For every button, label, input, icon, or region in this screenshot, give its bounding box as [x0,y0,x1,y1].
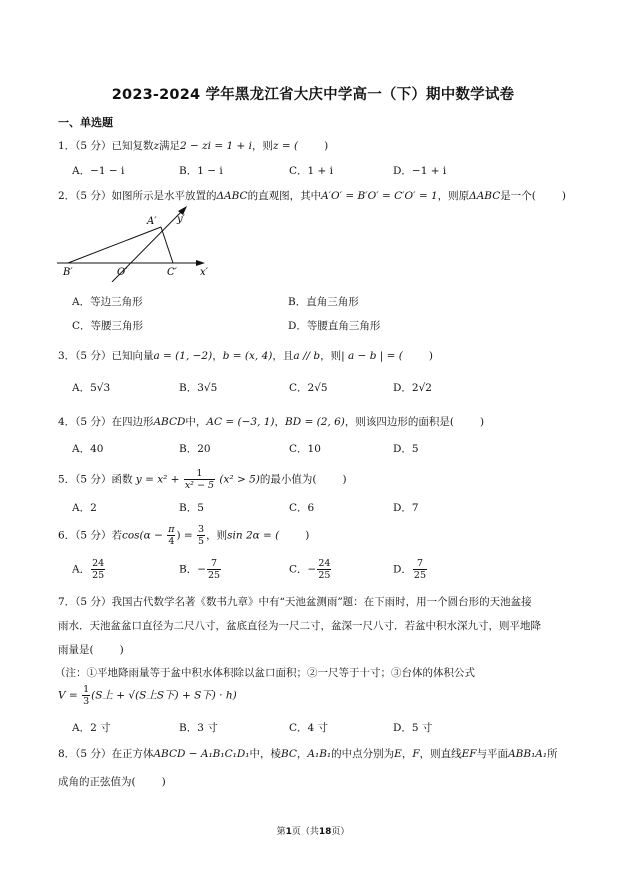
option-d[interactable]: D．2√2 [393,382,432,394]
option-c[interactable]: C．4 寸 [289,722,329,734]
option-d[interactable]: D．−1 + i [393,165,447,177]
question-7-formula: V = $\frac{1}{3}$ (S上 + √(S上S下) + S下) · h) [58,684,237,707]
question-1: 1．（5 分）已知复数z满足2 − zi = 1 + i，则z = ( ) [58,140,329,152]
question-7-options [72,720,592,736]
question-3: 3．（5 分）已知向量a = (1, −2)，b = (x, 4)，且a // b，则| a − b | = ( ) [58,350,434,362]
page-title: 2023-2024 学年黑龙江省大庆中学高一（下）期中数学试卷 [111,87,515,103]
option-a[interactable]: A．−1 − i [72,165,125,177]
option-a[interactable]: A．40 [72,443,104,455]
option-c[interactable]: C．10 [289,443,321,455]
option-b[interactable]: B．直角三角形 [288,296,359,308]
option-b[interactable]: B．20 [179,443,211,455]
option-b[interactable]: B．3 寸 [179,722,218,734]
question-3-options [72,380,592,396]
question-8-line-2: 成角的正弦值为( ) [58,776,166,788]
option-c[interactable]: C．等腰三角形 [72,320,144,332]
question-7-note: （注：①平地降雨量等于盆中积水体积除以盆口面积；②一尺等于十寸；③台体的体积公式 [55,667,475,679]
section-heading: 一、单选题 [58,116,113,129]
option-a[interactable]: A．等边三角形 [72,296,143,308]
label-y: y′ [177,214,185,225]
side-ba [68,227,161,263]
question-1-options [72,163,592,179]
question-8: 8．（5 分）在正方体ABCD − A₁B₁C₁D₁中，棱BC，A₁B₁的中点分别为E，F，则直线EF与平面ABB₁A₁所 [58,748,558,760]
oblique-triangle-figure [55,200,215,282]
question-7-line-1: 7．（5 分）我国古代数学名著《数书九章》中有“天池盆测雨”题：在下雨时，用一个圆台形的天池盆接 [58,596,532,608]
option-c[interactable]: C．6 [289,502,315,514]
option-b[interactable]: B．5 [179,502,204,514]
question-5-options [72,500,592,516]
option-d[interactable]: D．5 寸 [393,722,433,734]
option-d[interactable]: D．5 [393,443,419,455]
side-ac [161,227,173,263]
label-c: C′ [167,267,177,278]
question-7-line-2: 雨水．天池盆盆口直径为二尺八寸，盆底直径为一尺二寸，盆深一尺八寸．若盆中积水深九寸，则平地降 [58,620,541,632]
question-4-options [72,441,592,457]
label-b: B′ [63,267,73,278]
pi-fraction: $\frac{\pi}{4}$ [168,524,175,547]
option-c[interactable]: C．1 + i [289,165,334,177]
question-6: 6．（5 分）若cos(α − $\frac{\pi}{4}$ ) = $\frac{3}{5}$ ，则sin 2α = ( ) [58,524,310,547]
question-6-options [72,558,592,584]
question-2-options-row2 [72,318,592,334]
option-a[interactable]: A．2 [72,502,97,514]
option-a[interactable]: A．2 寸 [72,722,111,734]
label-o: O′ [117,267,128,278]
label-x: x′ [200,267,208,278]
option-a[interactable]: A． $\frac{24}{25}$ [72,558,105,581]
option-b[interactable]: B．1 − i [179,165,223,177]
option-a[interactable]: A．5√3 [72,382,111,394]
value-fraction: $\frac{3}{5}$ [198,524,205,547]
option-d[interactable]: D．等腰直角三角形 [288,320,381,332]
x-axis-arrow [196,260,205,266]
question-4: 4．（5 分）在四边形ABCD中，AC = (−3, 1)，BD = (2, 6)，则该四边形的面积是( ) [58,416,485,428]
option-d[interactable]: D．7 [393,502,419,514]
option-d[interactable]: D． $\frac{7}{25}$ [393,558,427,581]
question-5: 5．（5 分）函数 y = x² + $\frac{1}{\text{x² − 5}}$ (x² > 5)的最小值为( ) [58,468,347,491]
option-c[interactable]: C．− $\frac{24}{25}$ [289,558,331,581]
option-b[interactable]: B．− $\frac{7}{25}$ [179,558,221,581]
option-b[interactable]: B．3√5 [179,382,218,394]
label-a: A′ [147,216,157,227]
fraction: $\frac{1}{\text{x² − 5}}$ [184,468,215,491]
option-c[interactable]: C．2√5 [289,382,328,394]
question-7-line-3: 雨量是( ) [58,644,124,656]
question-2-options [72,294,592,310]
page-footer: 第1页（共18页） [276,827,350,837]
question-2: 2．（5 分）如图所示是水平放置的ΔABC的直观图，其中A′O′ = B′O′ = C′O′ = 1，则原ΔABC是一个( ) [58,190,566,202]
